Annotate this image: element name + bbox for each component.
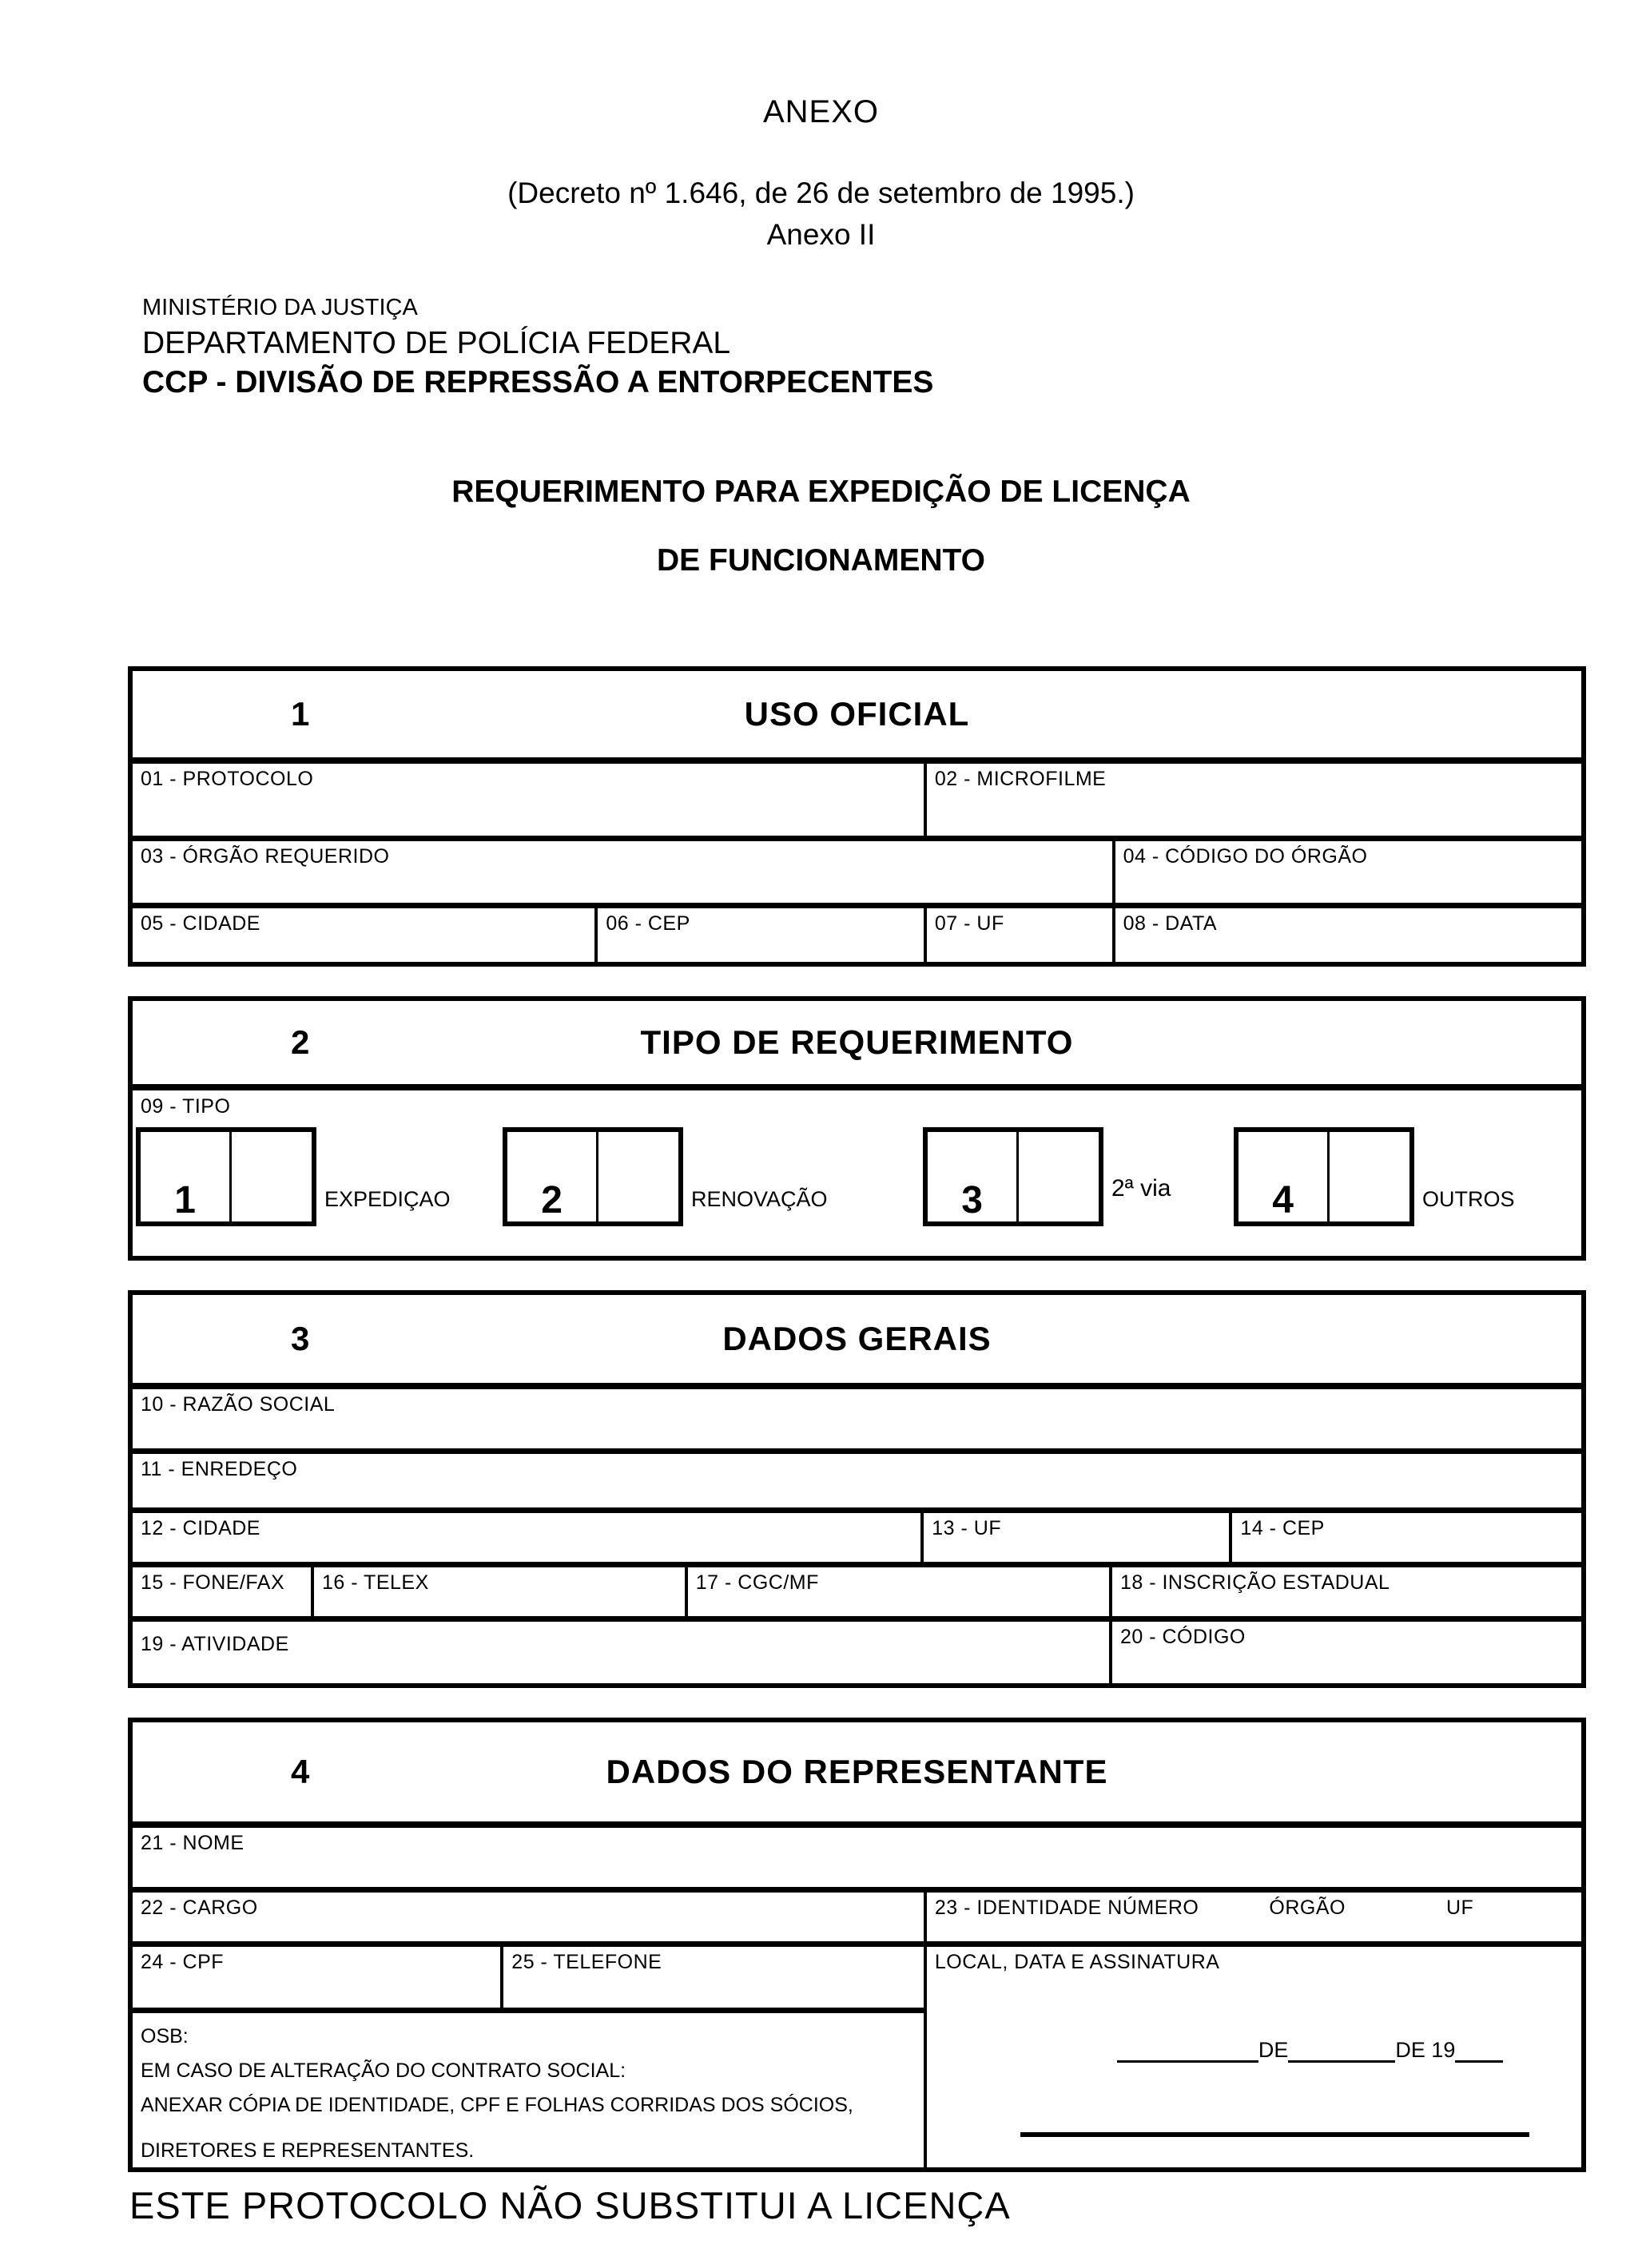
local-data-assinatura-label: LOCAL, DATA E ASSINATURA: [934, 1951, 1220, 1973]
type-option-outros: [1234, 1127, 1515, 1226]
field-19-label: 19 - ATIVIDADE: [141, 1633, 289, 1655]
date-de-1: DE: [1258, 2038, 1289, 2062]
outros-checkbox: [1234, 1127, 1414, 1226]
expedicao-checkbox: [136, 1127, 316, 1226]
footer-note: ESTE PROTOCOLO NÃO SUBSTITUI A LICENÇA: [129, 2184, 1011, 2226]
segunda-via-number-cell: [928, 1132, 1016, 1221]
field-19-atividade[interactable]: [133, 1622, 1109, 1683]
renovacao-number: 2: [541, 1179, 563, 1221]
field-24-cpf[interactable]: [133, 1947, 500, 2008]
renovacao-label: RENOVAÇÃO: [691, 1187, 828, 1211]
field-25-telefone[interactable]: [500, 1947, 924, 2008]
section-dados-gerais: [128, 1290, 1586, 1688]
signature-line[interactable]: [1020, 2132, 1529, 2137]
field-25-label: 25 - TELEFONE: [511, 1951, 662, 1973]
field-17-label: 17 - CGC/MF: [695, 1571, 819, 1594]
date-fill-line[interactable]: [1117, 2036, 1504, 2063]
field-07-uf[interactable]: [924, 908, 1112, 962]
section3-header: [133, 1295, 1581, 1389]
section2-title: TIPO DE REQUERIMENTO: [640, 1023, 1074, 1061]
expedicao-checkbox-input[interactable]: [229, 1132, 312, 1221]
field-10-razao-social[interactable]: [133, 1389, 1581, 1448]
field-13-label: 13 - UF: [932, 1517, 1002, 1539]
type-option-expedicao: [136, 1127, 451, 1226]
field-21-label: 21 - NOME: [141, 1832, 245, 1854]
expedicao-number-cell: [141, 1132, 229, 1221]
type-option-renovacao: [503, 1127, 828, 1226]
observation-line-4: DIRETORES E REPRESENTANTES.: [141, 2139, 475, 2162]
observation-line-3: ANEXAR CÓPIA DE IDENTIDADE, CPF E FOLHAS CORRIDAS DOS SÓCIOS,: [141, 2094, 853, 2116]
expedicao-number: 1: [174, 1179, 196, 1221]
section4-bottom: [133, 1941, 1581, 2167]
section-tipo-de-requerimento: [128, 996, 1586, 1261]
outros-label: OUTROS: [1422, 1187, 1515, 1211]
field-09-label: 09 - TIPO: [141, 1095, 231, 1118]
segunda-via-checkbox: [923, 1127, 1103, 1226]
field-15-fone-fax[interactable]: [133, 1567, 311, 1616]
observation-block: [133, 2008, 924, 2167]
section4-bottom-left: [133, 1947, 924, 2167]
field-02-microfilme[interactable]: [924, 764, 1581, 836]
renovacao-checkbox-input[interactable]: [596, 1132, 678, 1221]
section2-header: [133, 1001, 1581, 1090]
section1-number: 1: [291, 695, 310, 733]
field-16-label: 16 - TELEX: [321, 1571, 429, 1594]
field-03-orgao-requerido[interactable]: [133, 841, 1112, 903]
field-23-uf-label: UF: [1445, 1897, 1474, 1919]
field-14-cep[interactable]: [1229, 1513, 1581, 1562]
field-10-label: 10 - RAZÃO SOCIAL: [141, 1393, 336, 1416]
field-08-label: 08 - DATA: [1123, 912, 1218, 935]
field-06-label: 06 - CEP: [606, 912, 690, 935]
field-08-data[interactable]: [1112, 908, 1581, 962]
section-uso-oficial: [128, 666, 1586, 967]
observation-line-1: OSB:: [141, 2025, 189, 2048]
field-09-tipo: [133, 1090, 1581, 1256]
outros-number-cell: [1238, 1132, 1327, 1221]
field-11-label: 11 - ENREDEÇO: [141, 1458, 298, 1480]
field-23-identidade[interactable]: [924, 1893, 1581, 1941]
segunda-via-number: 3: [961, 1179, 983, 1221]
field-22-cargo[interactable]: [133, 1893, 924, 1941]
expedicao-label: EXPEDIÇAO: [324, 1187, 451, 1211]
observation-line-2: EM CASO DE ALTERAÇÃO DO CONTRATO SOCIAL:: [141, 2059, 626, 2082]
field-20-codigo[interactable]: [1109, 1622, 1581, 1683]
form-title-line2: DE FUNCIONAMENTO: [657, 543, 985, 578]
field-03-label: 03 - ÓRGÃO REQUERIDO: [141, 845, 390, 868]
field-04-codigo-do-orgao[interactable]: [1112, 841, 1581, 903]
type-option-segunda-via: [923, 1127, 1171, 1226]
field-11-enredeco[interactable]: [133, 1454, 1581, 1507]
section4-title: DADOS DO REPRESENTANTE: [606, 1753, 1108, 1790]
section-dados-do-representante: [128, 1718, 1586, 2172]
field-18-inscricao-estadual[interactable]: [1109, 1567, 1581, 1616]
field-01-protocolo[interactable]: [133, 764, 924, 836]
field-24-label: 24 - CPF: [141, 1951, 225, 1973]
section2-number: 2: [291, 1023, 310, 1061]
field-23-label: 23 - IDENTIDADE NÚMERO: [934, 1897, 1199, 1919]
field-12-label: 12 - CIDADE: [141, 1517, 260, 1539]
field-16-telex[interactable]: [311, 1567, 685, 1616]
field-02-label: 02 - MICROFILME: [934, 768, 1107, 790]
section1-title: USO OFICIAL: [744, 695, 970, 733]
annex-heading: ANEXO: [762, 94, 880, 129]
date-year-blank[interactable]: [1455, 2036, 1503, 2063]
field-22-label: 22 - CARGO: [141, 1897, 258, 1919]
date-day-blank[interactable]: [1117, 2036, 1258, 2063]
segunda-via-checkbox-input[interactable]: [1016, 1132, 1099, 1221]
field-06-cep[interactable]: [594, 908, 924, 962]
field-local-data-assinatura[interactable]: [924, 1947, 1581, 2167]
annex-subtitle: Anexo II: [766, 218, 876, 251]
field-14-label: 14 - CEP: [1240, 1517, 1325, 1539]
field-01-label: 01 - PROTOCOLO: [141, 768, 314, 790]
section1-header: [133, 671, 1581, 764]
field-21-nome[interactable]: [133, 1828, 1581, 1887]
field-15-label: 15 - FONE/FAX: [141, 1571, 285, 1594]
date-de-19: DE 19: [1395, 2038, 1456, 2062]
section3-title: DADOS GERAIS: [722, 1320, 992, 1357]
outros-number: 4: [1272, 1179, 1294, 1221]
outros-checkbox-input[interactable]: [1327, 1132, 1409, 1221]
field-20-label: 20 - CÓDIGO: [1119, 1626, 1246, 1648]
division-name: CCP - DIVISÃO DE REPRESSÃO A ENTORPECENTES: [142, 365, 934, 399]
form-title-line1: REQUERIMENTO PARA EXPEDIÇÃO DE LICENÇA: [451, 475, 1191, 509]
field-18-label: 18 - INSCRIÇÃO ESTADUAL: [1119, 1571, 1390, 1594]
field-17-cgc-mf[interactable]: [685, 1567, 1109, 1616]
renovacao-checkbox: [503, 1127, 683, 1226]
form-area: [128, 666, 1586, 2172]
field-13-uf[interactable]: [920, 1513, 1229, 1562]
section4-header: [133, 1722, 1581, 1828]
decree-line: (Decreto nº 1.646, de 26 de setembro de 1995.): [507, 177, 1135, 209]
field-05-cidade[interactable]: [133, 908, 594, 962]
section4-number: 4: [291, 1753, 310, 1790]
ministry-name: MINISTÉRIO DA JUSTIÇA: [142, 295, 418, 320]
date-month-blank[interactable]: [1288, 2036, 1395, 2063]
field-05-label: 05 - CIDADE: [141, 912, 260, 935]
agency-block: [142, 296, 1642, 398]
segunda-via-label: 2ª via: [1111, 1175, 1171, 1202]
field-23-orgao-label: ÓRGÃO: [1269, 1897, 1346, 1919]
field-07-label: 07 - UF: [934, 912, 1004, 935]
department-name: DEPARTAMENTO DE POLÍCIA FEDERAL: [142, 326, 731, 360]
renovacao-number-cell: [507, 1132, 596, 1221]
field-12-cidade[interactable]: [133, 1513, 920, 1562]
field-04-label: 04 - CÓDIGO DO ÓRGÃO: [1123, 845, 1368, 868]
section3-number: 3: [291, 1320, 310, 1357]
